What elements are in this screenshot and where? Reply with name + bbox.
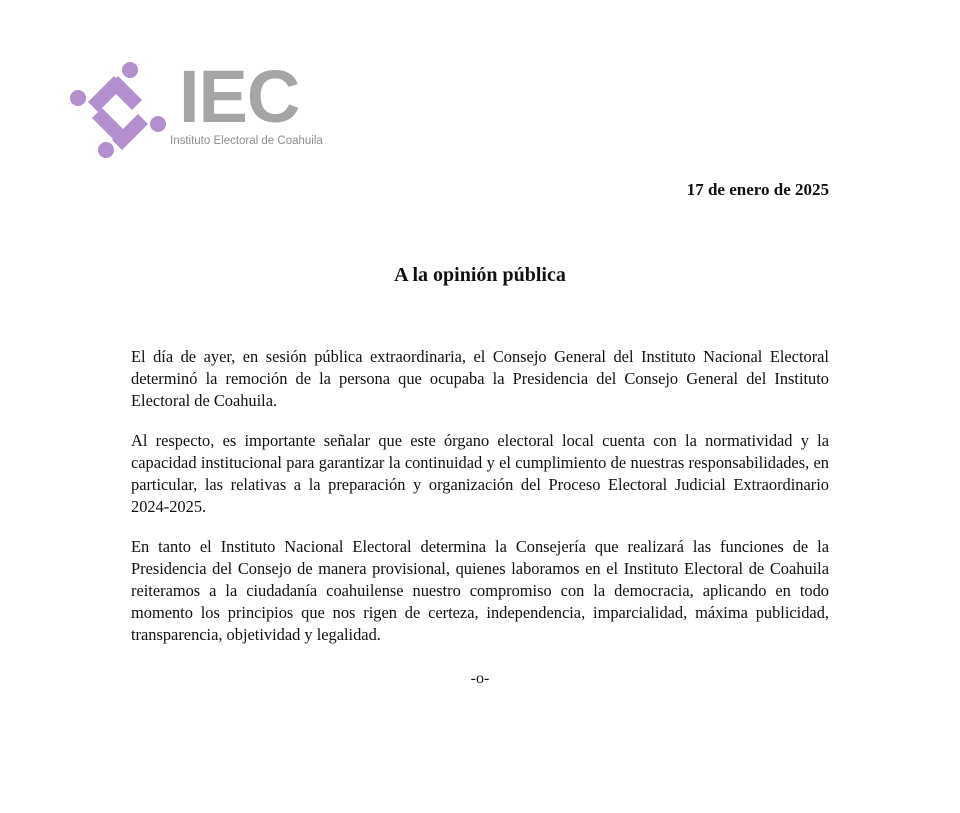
document-body xyxy=(131,346,829,664)
logo-acronym: IEC xyxy=(179,55,300,138)
paragraph: En tanto el Instituto Nacional Electoral determina la Consejería que realizará las funciones de la Presidencia del Consejo de manera provisional, quienes laboramos en el Instituto Electoral de Coahuila reiteramos a la ciudadanía coahuilense nuestro compromiso con la democracia, aplicando en todo momento los principios que nos rigen de certeza, independencia, imparcialidad, máxima publicidad, transparencia, objetividad y legalidad. xyxy=(131,537,829,644)
iec-logo xyxy=(66,55,366,168)
document-date: 17 de enero de 2025 xyxy=(686,180,829,199)
closing-mark: -o- xyxy=(470,670,490,687)
paragraph: El día de ayer, en sesión pública extraordinaria, el Consejo General del Instituto Nacional Electoral determinó la remoción de la persona que ocupaba la Presidencia del Consejo General del Instituto Electoral de Coahuila. xyxy=(131,347,829,410)
logo-subtitle: Instituto Electoral de Coahuila xyxy=(170,135,323,147)
document-title: A la opinión pública xyxy=(394,264,566,286)
paragraph: Al respecto, es importante señalar que este órgano electoral local cuenta con la normatividad y la capacidad institucional para garantizar la continuidad y el cumplimiento de nuestras responsabilidades, en particular, las relativas a la preparación y organización del Proceso Electoral Judicial Extraordinario 2024-2025. xyxy=(131,431,829,516)
iec-emblem-icon xyxy=(66,58,170,162)
